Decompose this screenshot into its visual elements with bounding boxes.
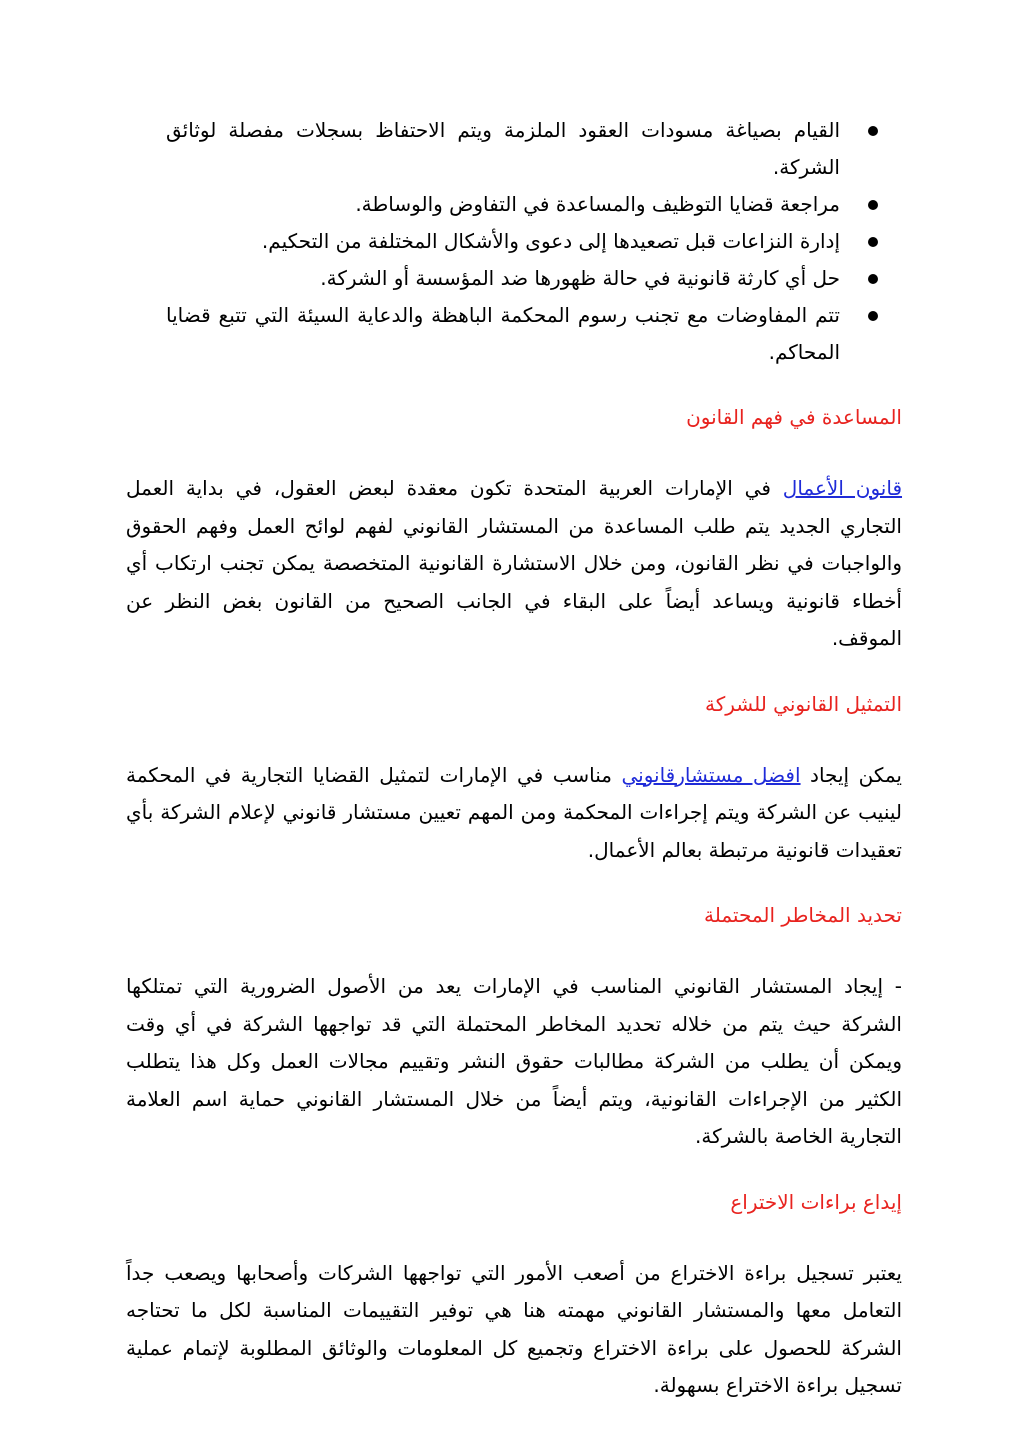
heading-patents: إيداع براءات الاختراع — [730, 1189, 902, 1214]
heading-representation: التمثيل القانوني للشركة — [704, 691, 902, 716]
bullet-list — [126, 112, 902, 371]
paragraph-text: يمكن إيجاد — [800, 762, 902, 787]
paragraph-text: في الإمارات العربية المتحدة تكون معقدة لبعض العقول، في بداية العمل التجاري الجديد يتم طلب المساعدة من المستشار القانوني لفهم لوائح العمل وفهم الحقوق والواجبات في نظر القانون، ومن خلال الاستشارة القانونية المتخصصة يمكن تجنب ارتكاب أي أخطاء قانونية ويساعد أيضاً على البقاء في الجانب الصحيح من القانون بغض النظر عن الموقف. — [126, 476, 902, 650]
paragraph-text: مناسب في الإمارات لتمثيل القضايا التجارية في المحكمة لينيب عن الشركة ويتم إجراءات المحكمة ومن المهم تعيين مستشار قانوني لإعلام الشركة بأي تعقيدات قانونية مرتبطة بعالم الأعمال. — [126, 762, 902, 862]
paragraph-representation — [126, 757, 902, 870]
best-lawyer-link[interactable]: افضل مستشارقانوني — [621, 762, 801, 787]
bullet-icon — [868, 126, 878, 136]
heading-understanding-law: المساعدة في فهم القانون — [686, 405, 902, 429]
business-law-link[interactable]: قانون الأعمال — [782, 476, 903, 500]
list-item-text: تتم المفاوضات مع تجنب رسوم المحكمة الباهظة والدعاية السيئة التي تتبع قضايا المحاكم. — [166, 303, 840, 364]
list-item — [166, 112, 840, 186]
list-item-text: حل أي كارثة قانونية في حالة ظهورها ضد المؤسسة أو الشركة. — [320, 266, 840, 290]
list-item-text: القيام بصياغة مسودات العقود الملزمة ويتم الاحتفاظ بسجلات مفصلة لوثائق الشركة. — [166, 118, 840, 179]
list-item-text: إدارة النزاعات قبل تصعيدها إلى دعوى والأشكال المختلفة من التحكيم. — [261, 229, 840, 253]
heading-risks: تحديد المخاطر المحتملة — [704, 903, 902, 927]
list-item — [166, 186, 840, 223]
paragraph-risks: - إيجاد المستشار القانوني المناسب في الإمارات يعد من الأصول الضرورية التي تمتلكها الشركة حيث يتم من خلاله تحديد المخاطر المحتملة التي قد تواجهها الشركة في أي وقت ويمكن أن يطلب من الشركة مطالبات حقوق النشر وتقييم مجالات العمل وكل هذا يتطلب الكثير من الإجراءات القانونية، ويتم أيضاً من خلال المستشار القانوني حماية اسم العلامة التجارية الخاصة بالشركة. — [126, 974, 902, 1148]
paragraph-understanding-law — [126, 470, 902, 658]
list-item — [166, 223, 840, 260]
document-page — [126, 112, 902, 1405]
bullet-icon — [868, 237, 878, 247]
bullet-icon — [868, 311, 878, 321]
list-item-text: مراجعة قضايا التوظيف والمساعدة في التفاوض والوساطة. — [355, 192, 840, 216]
bullet-icon — [868, 274, 878, 284]
list-item — [166, 297, 840, 371]
paragraph-patents: يعتبر تسجيل براءة الاختراع من أصعب الأمور التي تواجهها الشركات وأصحابها ويصعب جداً التعامل معها والمستشار القانوني مهمته هنا هي توفير التقييمات المناسبة لكل ما تحتاجه الشركة للحصول على براءة الاختراع وتجميع كل المعلومات والوثائق المطلوبة لإتمام عملية تسجيل براءة الاختراع بسهولة. — [126, 1260, 902, 1397]
list-item — [166, 260, 840, 297]
bullet-icon — [868, 200, 878, 210]
